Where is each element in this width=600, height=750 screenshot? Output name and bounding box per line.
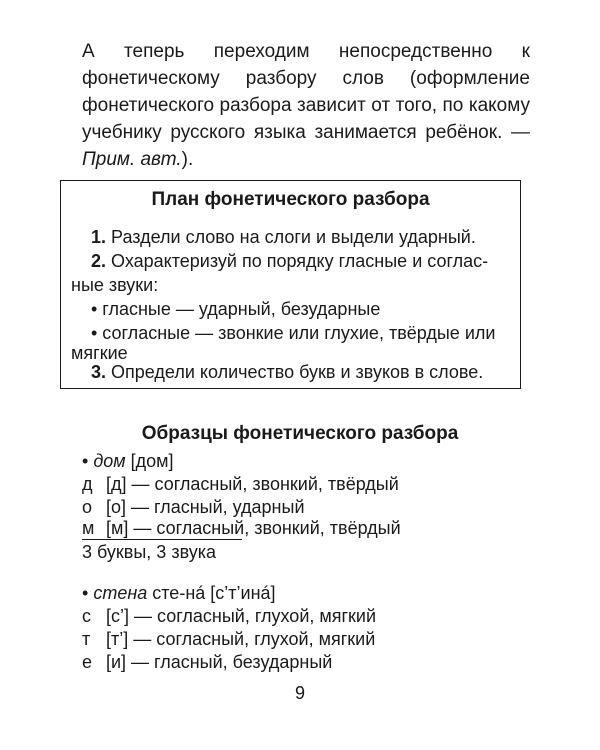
plan-step-3-text: Определи количество букв и звуков в слове.	[111, 362, 484, 382]
row-letter: м	[82, 518, 95, 538]
plan-bullet-consonants: • согласные — звонкие или глухие, твёрдые или	[91, 323, 496, 343]
sample-dom-header	[82, 451, 174, 472]
sample-dom-row-3	[82, 518, 401, 539]
sample-transcription: [дом]	[130, 451, 174, 471]
sample-syllables: сте-нá	[152, 583, 206, 603]
sample-dom-row-2	[82, 497, 305, 518]
sample-word: стена	[93, 583, 148, 603]
samples-title: Образцы фонетического разбора	[141, 423, 459, 444]
sample-word: дом	[93, 451, 126, 471]
page-number: 9	[294, 683, 305, 703]
plan-step-1	[91, 227, 476, 248]
plan-bullet-vowels: • гласные — ударный, безударные	[91, 299, 381, 319]
intro-paragraph	[82, 38, 530, 173]
plan-step-3-number: 3.	[91, 362, 107, 382]
plan-step-1-number: 1.	[91, 227, 107, 247]
plan-step-2-line-2: ные звуки:	[71, 275, 159, 295]
bullet: •	[82, 583, 89, 603]
plan-step-3	[91, 362, 483, 383]
intro-tail: ).	[181, 149, 194, 170]
plan-step-2-number: 2.	[91, 251, 107, 271]
plan-step-2-line-1: Охарактеризуй по порядку гласные и соглас-	[111, 251, 489, 271]
plan-step-2	[91, 251, 488, 272]
sample-stena-row-2	[82, 629, 375, 650]
sample-stena-row-1	[82, 606, 376, 627]
plan-title: План фонетического разбора	[151, 189, 430, 210]
row-description: [о] — гласный, ударный	[106, 497, 305, 517]
phonetic-plan-box	[60, 180, 521, 389]
sample-transcription: [с’т’инá]	[210, 583, 276, 603]
sample-stena-header	[82, 583, 276, 604]
row-letter: е	[82, 652, 93, 672]
sample-stena-row-3	[82, 652, 332, 673]
sample-dom-row-1	[82, 474, 399, 495]
row-description: [м] — согласный, звонкий, твёрдый	[106, 518, 401, 538]
row-description: [и] — гласный, безударный	[106, 652, 333, 672]
summary-divider	[82, 539, 242, 540]
bullet: •	[82, 451, 89, 471]
intro-text: А теперь переходим непосредственно к фонетическому разбору слов (оформление фонетического разбора зависит от того, по какому учебнику русского языка занимается ребёнок. —	[82, 41, 530, 143]
row-description: [д] — согласный, звонкий, твёрдый	[106, 474, 399, 494]
row-letter: с	[82, 606, 91, 626]
plan-step-1-text: Раздели слово на слоги и выдели ударный.	[111, 227, 476, 247]
sample-dom-summary: 3 буквы, 3 звука	[82, 542, 217, 562]
row-letter: д	[82, 474, 93, 494]
row-description: [с’] — согласный, глухой, мягкий	[106, 606, 377, 626]
intro-author-note: Прим. авт.	[82, 149, 182, 170]
row-description: [т’] — согласный, глухой, мягкий	[106, 629, 376, 649]
row-letter: т	[82, 629, 91, 649]
plan-bullet-consonants-line-2: мягкие	[71, 343, 128, 363]
row-letter: о	[82, 497, 93, 517]
